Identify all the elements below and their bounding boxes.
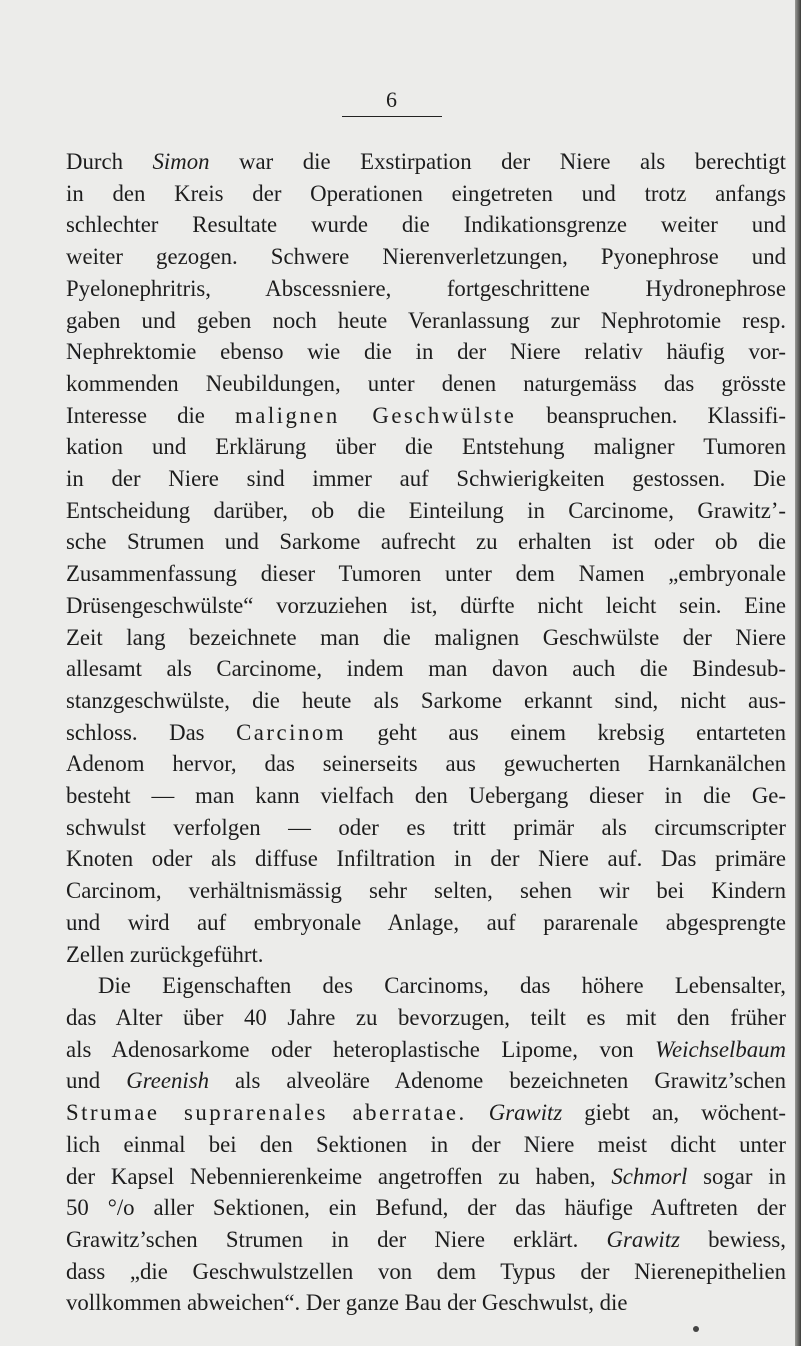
emphasized-term: Strumae suprarenales aberratae. bbox=[66, 1100, 467, 1126]
paragraph bbox=[66, 146, 786, 970]
text-line: Zeit lang bezeichnete man die malignen Geschwülste der Niere bbox=[66, 624, 786, 650]
text-line: Nephrektomie ebenso wie die in der Niere relativ häufig vor- bbox=[66, 339, 786, 365]
text-line: Drüsengeschwülste“ vorzuziehen ist, dürfte nicht leicht sein. Eine bbox=[66, 592, 786, 618]
text-line: 50 °/o aller Sektionen, ein Befund, der das häufige Auftreten der bbox=[66, 1195, 786, 1221]
author-name: Grawitz bbox=[488, 1100, 563, 1126]
text-line: lich einmal bei den Sektionen in der Niere meist dicht unter bbox=[66, 1131, 786, 1157]
text-line: Strumae suprarenales aberratae. Grawitz giebt an, wöchent- bbox=[66, 1100, 786, 1126]
text-line: Adenom hervor, das seinerseits aus gewucherten Harnkanälchen bbox=[66, 751, 786, 777]
author-name: Grawitz bbox=[606, 1226, 680, 1252]
author-name: Simon bbox=[152, 149, 210, 174]
text-line: Zellen zurückgeführt. bbox=[66, 941, 264, 967]
text-line: weiter gezogen. Schwere Nierenverletzungen, Pyonephrose und bbox=[66, 244, 786, 270]
text-line: dass „die Geschwulstzellen von dem Typus der Nierenepithelien bbox=[66, 1258, 786, 1284]
text-line: kation und Erklärung über die Entstehung maligner Tumoren bbox=[66, 434, 786, 460]
text-line: sche Strumen und Sarkome aufrecht zu erhalten ist oder ob die bbox=[66, 529, 786, 555]
ink-speck bbox=[693, 1326, 699, 1332]
body-text bbox=[66, 146, 786, 1319]
text-line: vollkommen abweichen“. Der ganze Bau der Geschwulst, die bbox=[66, 1290, 628, 1316]
paragraph bbox=[66, 970, 786, 1319]
page-number: 6 bbox=[342, 88, 442, 117]
text-line: stanzgeschwülste, die heute als Sarkome erkannt sind, nicht aus- bbox=[66, 687, 786, 713]
text-line: Carcinom, verhältnismässig sehr selten, sehen wir bei Kindern bbox=[66, 878, 786, 904]
text-line: Die Eigenschaften des Carcinoms, das höhere Lebensalter, bbox=[98, 973, 786, 999]
text-line: und Greenish als alveoläre Adenome bezeichneten Grawitz’schen bbox=[66, 1068, 786, 1094]
text-line: Durch Simon war die Exstirpation der Niere als berechtigt bbox=[66, 149, 786, 174]
text-line: Grawitz’schen Strumen in der Niere erklärt. Grawitz bewiess, bbox=[66, 1226, 786, 1252]
text-line: der Kapsel Nebennierenkeime angetroffen zu haben, Schmorl sogar in bbox=[66, 1163, 786, 1189]
page-edge-shadow bbox=[795, 0, 801, 1346]
text-line: das Alter über 40 Jahre zu bevorzugen, teilt es mit den früher bbox=[66, 1004, 786, 1030]
text-line: als Adenosarkome oder heteroplastische Lipome, von Weichselbaum bbox=[66, 1036, 786, 1062]
author-name: Schmorl bbox=[611, 1163, 688, 1189]
text-line: Knoten oder als diffuse Infiltration in der Niere auf. Das primäre bbox=[66, 846, 786, 872]
text-line: besteht — man kann vielfach den Uebergang dieser in die Ge- bbox=[66, 783, 786, 809]
text-line: und wird auf embryonale Anlage, auf pararenale abgesprengte bbox=[66, 909, 786, 935]
text-line: in den Kreis der Operationen eingetreten und trotz anfangs bbox=[66, 180, 786, 206]
text-line: kommenden Neubildungen, unter denen naturgemäss das grösste bbox=[66, 370, 786, 396]
text-line: schloss. Das Carcinom geht aus einem krebsig entarteten bbox=[66, 719, 786, 745]
emphasized-term: Carcinom bbox=[236, 719, 346, 745]
text-line: Zusammenfassung dieser Tumoren unter dem Namen „embryonale bbox=[66, 561, 786, 587]
text-line: Interesse die malignen Geschwülste beanspruchen. Klassifi- bbox=[66, 402, 786, 428]
author-name: Greenish bbox=[126, 1068, 209, 1094]
text-line: schwulst verfolgen — oder es tritt primär als circumscripter bbox=[66, 814, 786, 840]
text-line: Pyelonephritris, Abscessniere, fortgeschrittene Hydronephrose bbox=[66, 275, 786, 301]
author-name: Weichselbaum bbox=[655, 1036, 786, 1062]
text-line: gaben und geben noch heute Veranlassung zur Nephrotomie resp. bbox=[66, 307, 786, 333]
text-line: schlechter Resultate wurde die Indikationsgrenze weiter und bbox=[66, 212, 786, 238]
text-line: allesamt als Carcinome, indem man davon auch die Bindesub- bbox=[66, 656, 786, 682]
text-line: Entscheidung darüber, ob die Einteilung in Carcinome, Grawitz’- bbox=[66, 497, 786, 523]
text-line: in der Niere sind immer auf Schwierigkeiten gestossen. Die bbox=[66, 466, 786, 492]
emphasized-term: malignen Geschwülste bbox=[234, 402, 517, 428]
